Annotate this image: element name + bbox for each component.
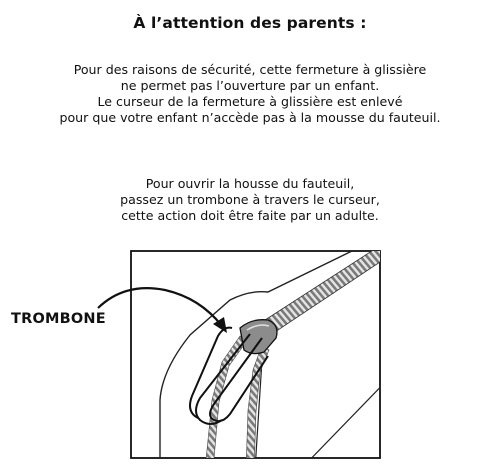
notice-line-4: pour que votre enfant n’accède pas à la mousse du fauteuil. (59, 110, 441, 125)
notice-line-2: ne permet pas l’ouverture par un enfant. (120, 78, 380, 93)
notice-line-1: Pour des raisons de sécurité, cette fermeture à glissière (73, 62, 427, 77)
instruction-line-1: Pour ouvrir la housse du fauteuil, (145, 176, 355, 191)
instruction-line-3: cette action doit être faite par un adulte. (121, 208, 379, 223)
page-title: À l’attention des parents : (133, 14, 367, 32)
instruction-line-2: passez un trombone à travers le curseur, (120, 192, 380, 207)
trombone-label: TROMBONE (11, 311, 106, 327)
notice-line-3: Le curseur de la fermeture à glissière est enlevé (97, 94, 403, 109)
